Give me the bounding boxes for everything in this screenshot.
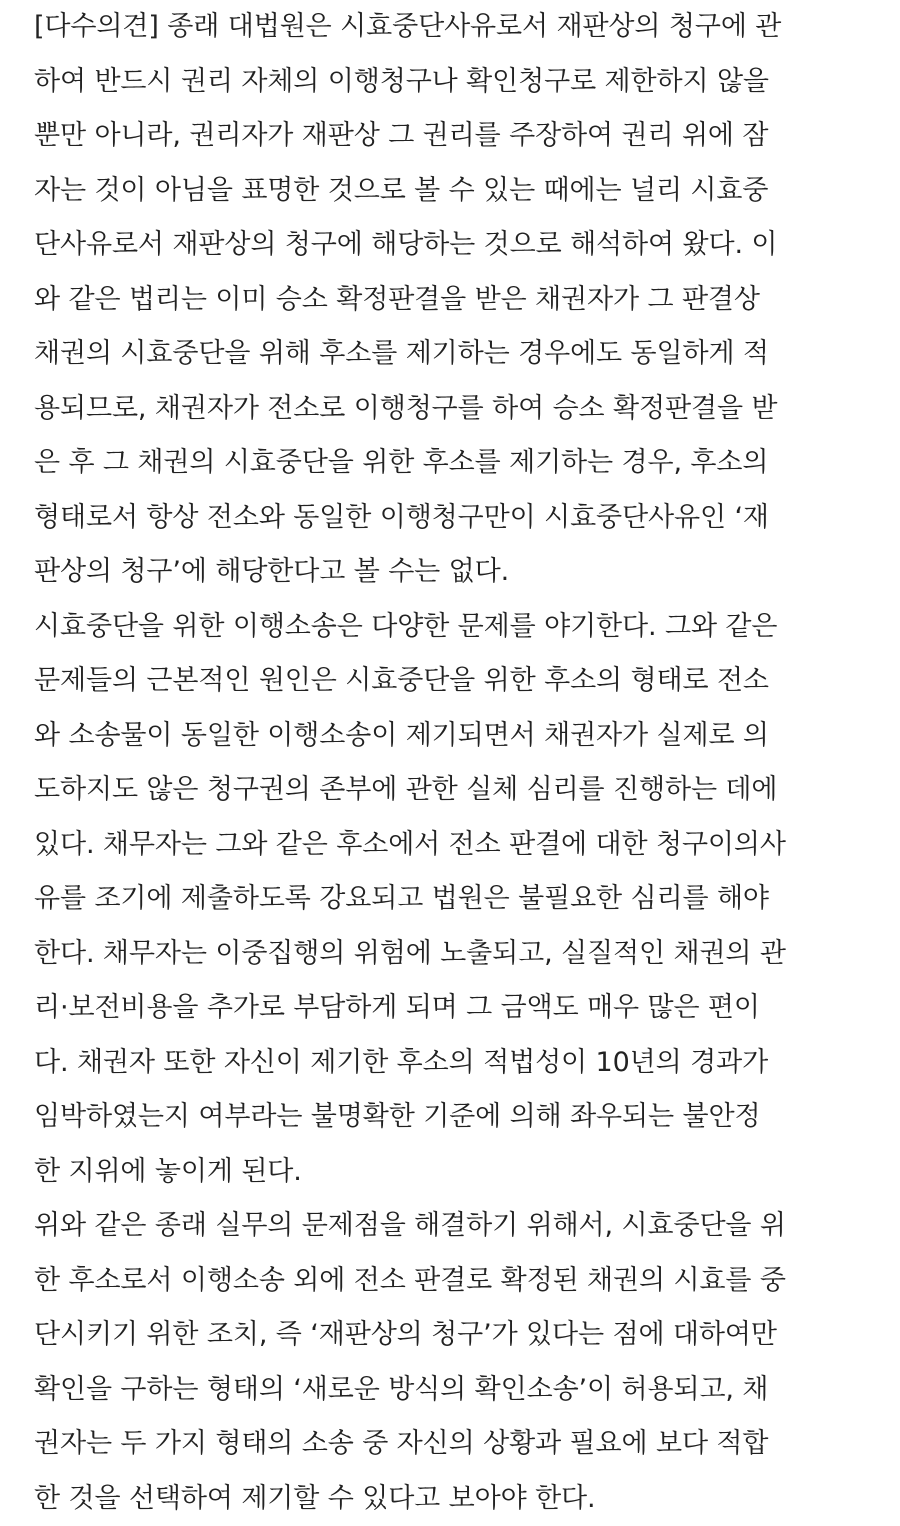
text-line: 권자는 두 가지 형태의 소송 중 자신의 상황과 필요에 보다 적합 [34,1417,884,1472]
text-line: 하여 반드시 권리 자체의 이행청구나 확인청구로 제한하지 않을 [34,55,884,110]
paragraph-conclusion [34,1199,884,1526]
text-line: 단사유로서 재판상의 청구에 해당하는 것으로 해석하여 왔다. 이 [34,218,884,273]
text-line: 뿐만 아니라, 권리자가 재판상 그 권리를 주장하여 권리 위에 잠 [34,109,884,164]
text-line: 다. 채권자 또한 자신이 제기한 후소의 적법성이 10년의 경과가 [34,1036,884,1091]
text-line: 한 것을 선택하여 제기할 수 있다고 보아야 한다. [34,1472,884,1526]
text-line: 자는 것이 아님을 표명한 것으로 볼 수 있는 때에는 널리 시효중 [34,164,884,219]
text-line: 채권의 시효중단을 위해 후소를 제기하는 경우에도 동일하게 적 [34,327,884,382]
text-line: [다수의견] 종래 대법원은 시효중단사유로서 재판상의 청구에 관 [34,0,884,55]
text-line: 한다. 채무자는 이중집행의 위험에 노출되고, 실질적인 채권의 관 [34,927,884,982]
text-line: 와 소송물이 동일한 이행소송이 제기되면서 채권자가 실제로 의 [34,709,884,764]
text-line: 리·보전비용을 추가로 부담하게 되며 그 금액도 매우 많은 편이 [34,981,884,1036]
text-line: 위와 같은 종래 실무의 문제점을 해결하기 위해서, 시효중단을 위 [34,1199,884,1254]
paragraph-problems [34,600,884,1200]
text-line: 한 후소로서 이행소송 외에 전소 판결로 확정된 채권의 시효를 중 [34,1254,884,1309]
text-line: 임박하였는지 여부라는 불명확한 기준에 의해 좌우되는 불안정 [34,1090,884,1145]
text-line: 판상의 청구’에 해당한다고 볼 수는 없다. [34,545,884,600]
text-line: 형태로서 항상 전소와 동일한 이행청구만이 시효중단사유인 ‘재 [34,491,884,546]
text-line: 한 지위에 놓이게 된다. [34,1145,884,1200]
text-line: 도하지도 않은 청구권의 존부에 관한 실체 심리를 진행하는 데에 [34,763,884,818]
text-line: 있다. 채무자는 그와 같은 후소에서 전소 판결에 대한 청구이의사 [34,818,884,873]
text-line: 은 후 그 채권의 시효중단을 위한 후소를 제기하는 경우, 후소의 [34,436,884,491]
text-line: 유를 조기에 제출하도록 강요되고 법원은 불필요한 심리를 해야 [34,872,884,927]
text-line: 용되므로, 채권자가 전소로 이행청구를 하여 승소 확정판결을 받 [34,382,884,437]
text-line: 와 같은 법리는 이미 승소 확정판결을 받은 채권자가 그 판결상 [34,273,884,328]
paragraph-majority-opinion [34,0,884,600]
text-line: 확인을 구하는 형태의 ‘새로운 방식의 확인소송’이 허용되고, 채 [34,1363,884,1418]
text-line: 단시키기 위한 조치, 즉 ‘재판상의 청구’가 있다는 점에 대하여만 [34,1308,884,1363]
text-line: 문제들의 근본적인 원인은 시효중단을 위한 후소의 형태로 전소 [34,654,884,709]
text-line: 시효중단을 위한 이행소송은 다양한 문제를 야기한다. 그와 같은 [34,600,884,655]
